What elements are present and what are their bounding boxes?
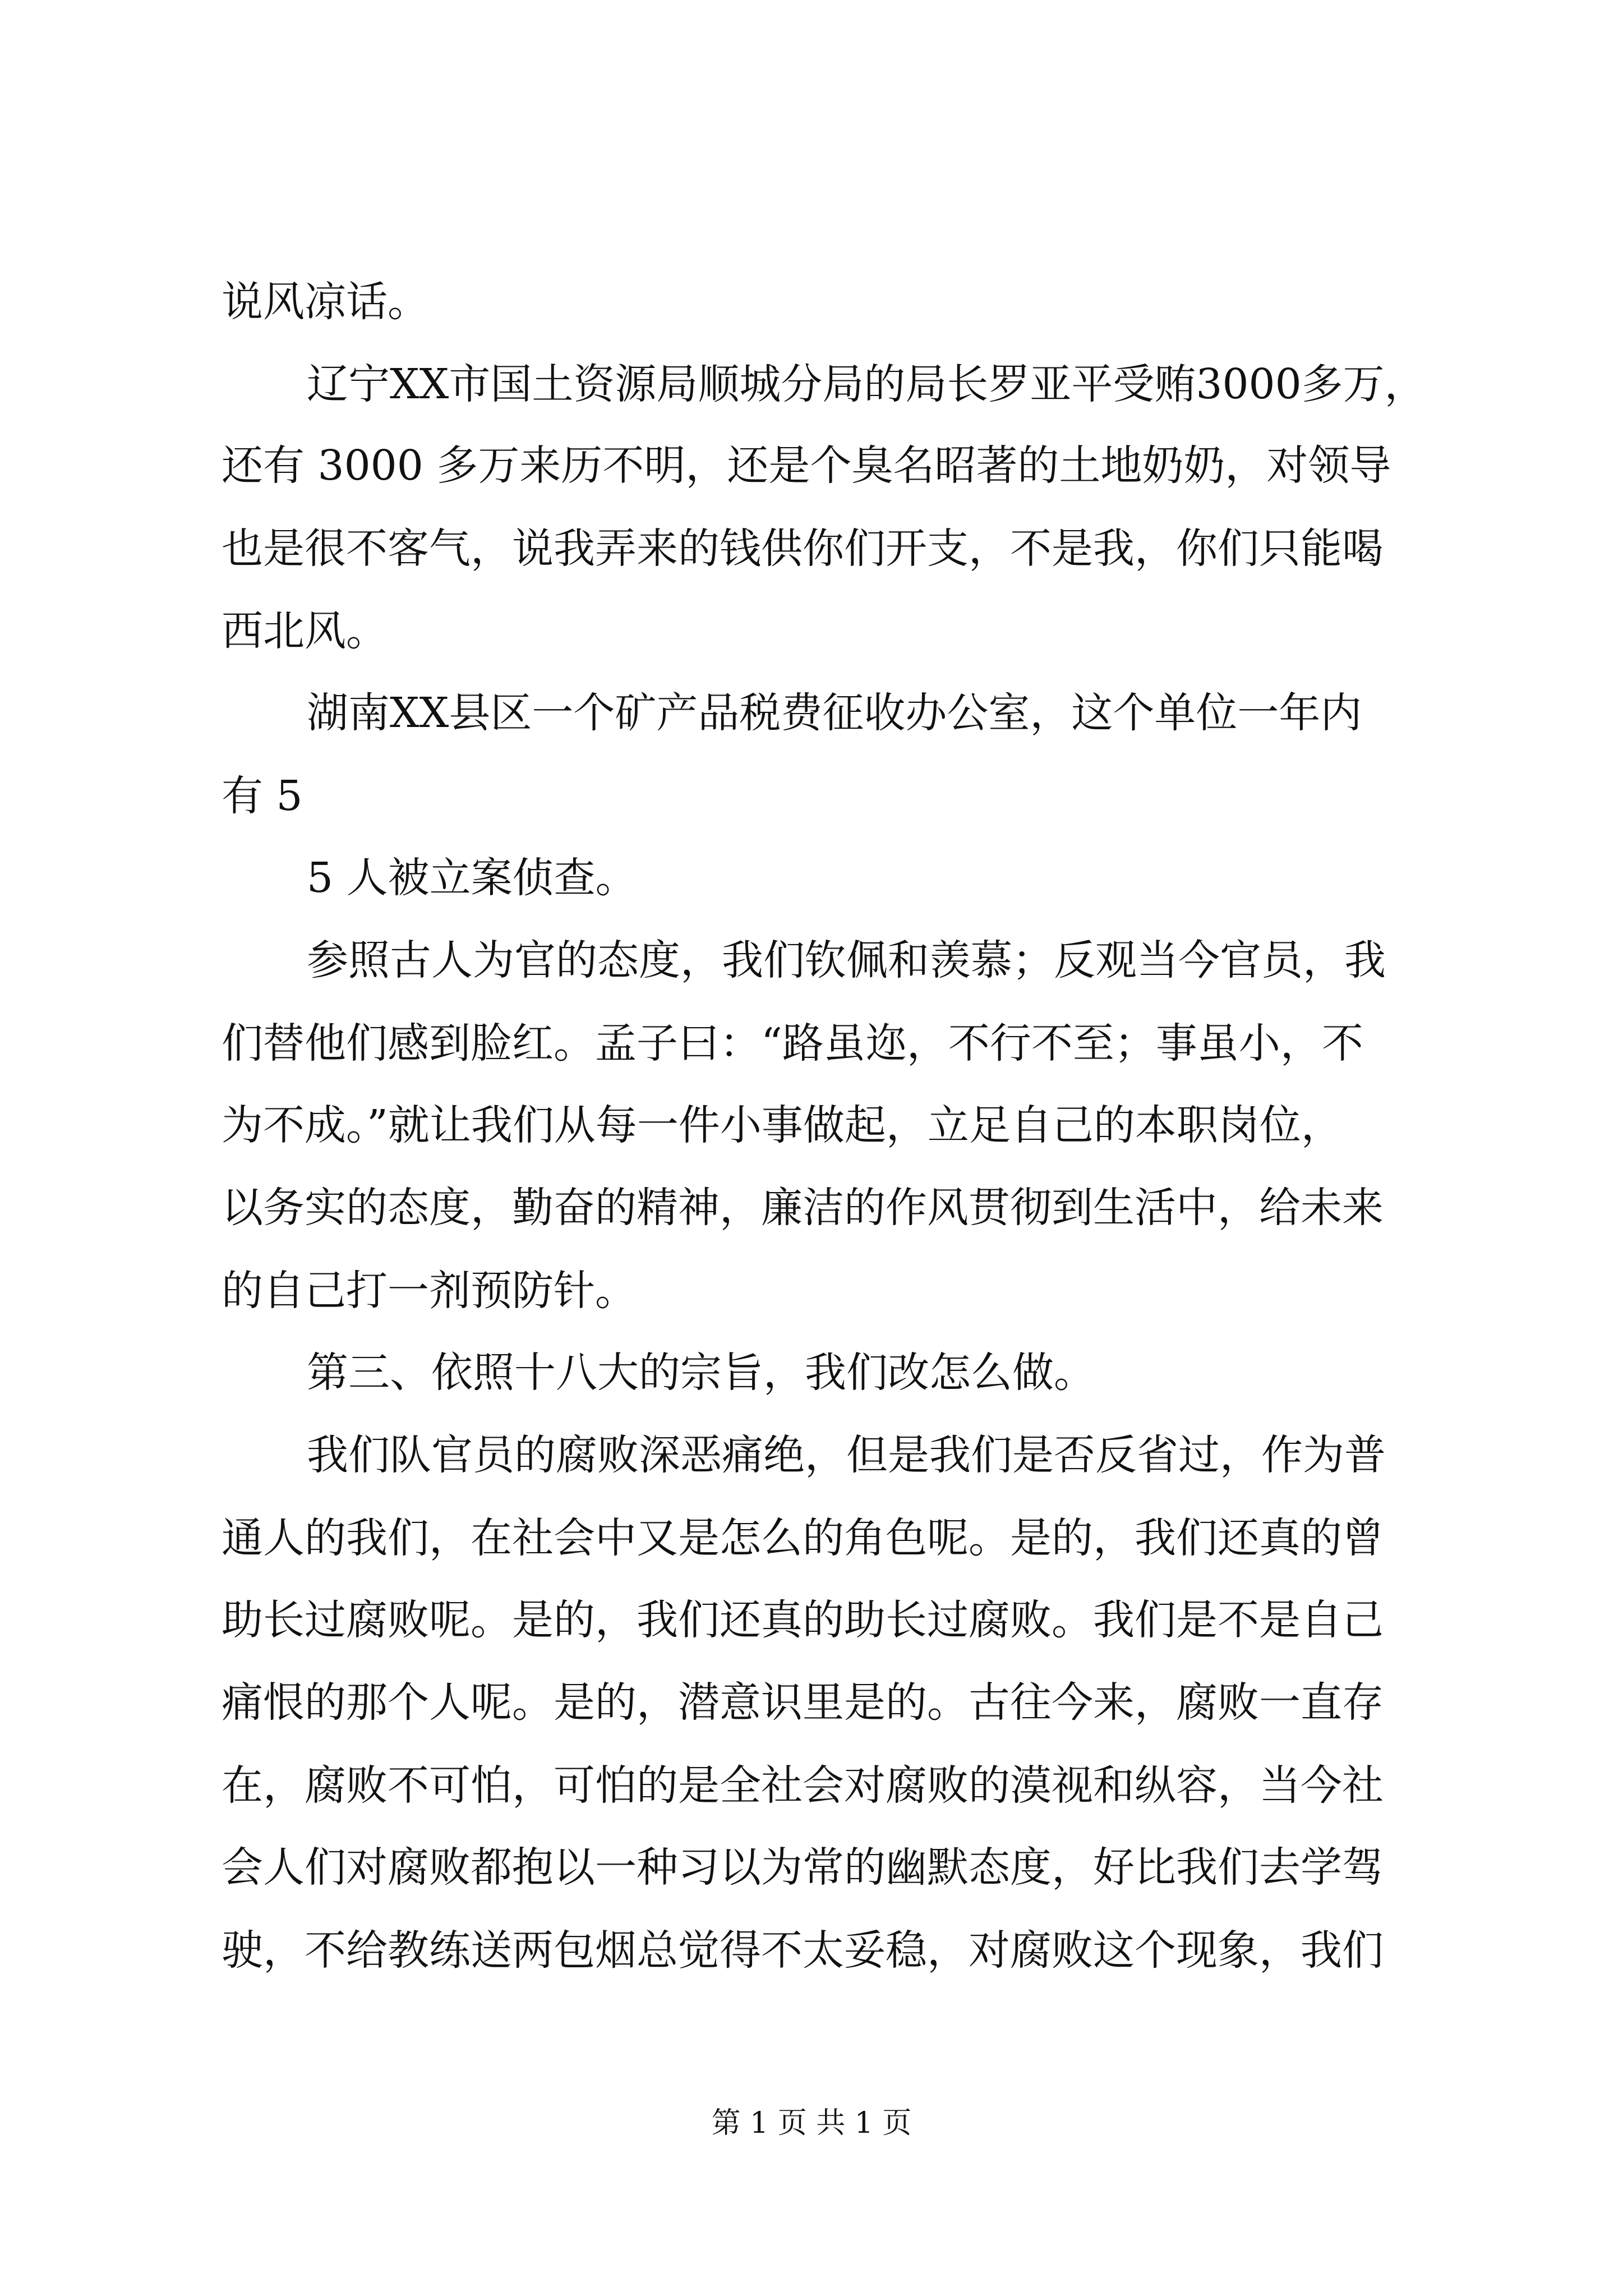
text-line: 们替他们感到脸红。孟子曰：“路虽迩，不行不至；事虽小，不	[222, 1019, 1363, 1068]
text-line: 有 5	[222, 772, 303, 820]
text-line: 驶，不给教练送两包烟总觉得不太妥稳，对腐败这个现象，我们	[222, 1926, 1384, 1975]
text-line: 我们队官员的腐败深恶痛绝，但是我们是否反省过，作为普	[307, 1431, 1386, 1479]
text-line: 说风凉话。	[222, 278, 429, 326]
text-line: 会人们对腐败都抱以一种习以为常的幽默态度，好比我们去学驾	[222, 1843, 1384, 1892]
text-line: 在，腐败不可怕，可怕的是全社会对腐败的漠视和纵容，当今社	[222, 1761, 1384, 1810]
text-line: 第三、依照十八大的宗旨，我们改怎么做。	[307, 1349, 1095, 1397]
text-line: 痛恨的那个人呢。是的，潜意识里是的。古往今来，腐败一直存	[222, 1678, 1384, 1727]
text-line: 西北风。	[222, 607, 388, 655]
page-footer: 第 1 页 共 1 页	[711, 2106, 912, 2140]
text-line: 以务实的态度，勤奋的精神，廉洁的作风贯彻到生活中，给未来	[222, 1184, 1384, 1232]
text-line: 5 人被立案侦查。	[307, 854, 637, 902]
text-line: 辽宁XX市国土资源局顺城分局的局长罗亚平受贿3000多万，	[307, 360, 1426, 408]
text-line: 还有 3000 多万来历不明，还是个臭名昭著的土地奶奶，对领导	[222, 441, 1391, 490]
text-line: 助长过腐败呢。是的，我们还真的助长过腐败。我们是不是自己	[222, 1596, 1384, 1644]
text-line: 的自己打一剂预防针。	[222, 1267, 637, 1315]
text-line: 通人的我们，在社会中又是怎么的角色呢。是的，我们还真的曾	[222, 1514, 1384, 1562]
text-line: 为不成。”就让我们从每一件小事做起，立足自己的本职岗位，	[222, 1101, 1343, 1149]
text-line: 湖南XX县区一个矿产品税费征收办公室，这个单位一年内	[307, 689, 1362, 737]
text-line: 参照古人为官的态度，我们钦佩和羡慕；反观当今官员，我	[307, 936, 1386, 984]
text-line: 也是很不客气，说我弄来的钱供你们开支，不是我，你们只能喝	[222, 524, 1384, 573]
